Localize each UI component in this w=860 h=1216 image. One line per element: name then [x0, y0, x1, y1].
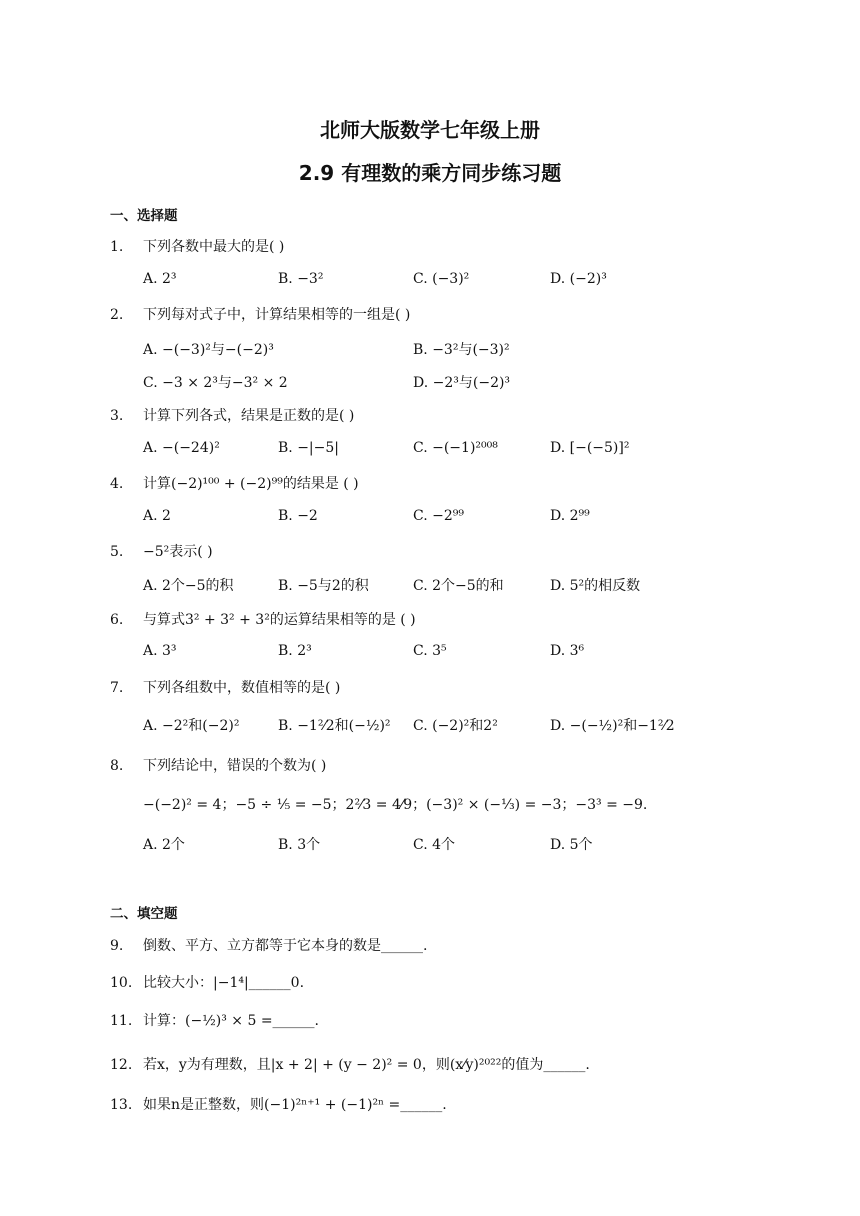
option-c: C. −(−1)²⁰⁰⁸ [413, 440, 498, 456]
question-8-statements: −(−2)² = 4；−5 ÷ ⅕ = −5；2²⁄3 = 4⁄9；(−3)² × (−⅓) = −3；−3³ = −9. [143, 797, 648, 813]
question-number: 7. [110, 680, 124, 696]
question-text: 下列各数中最大的是( ) [143, 239, 285, 255]
question-number: 6. [110, 612, 124, 628]
option-a: A. 2个−5的积 [143, 578, 234, 594]
question-number: 13. [110, 1097, 133, 1113]
option-a: A. 2³ [143, 271, 177, 287]
section-heading-choice: 一、选择题 [110, 208, 178, 224]
question-number: 12. [110, 1057, 133, 1073]
option-b: B. −|−5| [278, 440, 339, 456]
option-c: C. (−2)²和2² [413, 718, 498, 734]
document-title: 北师大版数学七年级上册 [320, 118, 540, 142]
question-9 [110, 935, 427, 955]
option-d: D. 5个 [550, 837, 593, 853]
option-c: C. −3 × 2³与−3² × 2 [143, 375, 288, 391]
question-12 [110, 1054, 590, 1074]
option-d: D. −2³与(−2)³ [413, 375, 511, 391]
option-b: B. −1²⁄2和(−½)² [278, 718, 391, 734]
option-a: A. 3³ [143, 643, 177, 659]
question-number: 9. [110, 938, 124, 954]
question-text: 下列结论中，错误的个数为( ) [143, 758, 327, 774]
question-text: 若x，y为有理数，且|x + 2| + (y − 2)² = 0，则(x⁄y)²⁰²²的值为______. [143, 1057, 590, 1073]
question-6 [110, 609, 416, 629]
option-b: B. −3²与(−3)² [413, 342, 510, 358]
question-text: 计算下列各式，结果是正数的是( ) [143, 408, 355, 424]
option-d: D. 3⁶ [550, 643, 585, 659]
question-text: 如果n是正整数，则(−1)²ⁿ⁺¹ + (−1)²ⁿ =______. [143, 1097, 447, 1113]
option-d: D. −(−½)²和−1²⁄2 [550, 718, 675, 734]
question-number: 10. [110, 975, 133, 991]
question-text: 倒数、平方、立方都等于它本身的数是______. [143, 938, 428, 954]
question-7 [110, 677, 340, 697]
option-a: A. 2个 [143, 837, 185, 853]
option-c: C. 4个 [413, 837, 456, 853]
question-number: 4. [110, 476, 124, 492]
option-a: A. −2²和(−2)² [143, 718, 240, 734]
option-a: A. −(−24)² [143, 440, 220, 456]
question-5 [110, 541, 213, 561]
question-number: 11. [110, 1013, 133, 1029]
option-b: B. 3个 [278, 837, 321, 853]
question-2 [110, 304, 410, 324]
option-b: B. 2³ [278, 643, 312, 659]
option-b: B. −5与2的积 [278, 578, 369, 594]
question-4 [110, 473, 359, 493]
question-text: 与算式3² + 3² + 3²的运算结果相等的是 ( ) [143, 612, 416, 628]
question-1 [110, 236, 284, 256]
question-11 [110, 1010, 319, 1030]
question-3 [110, 405, 354, 425]
option-d: D. 5²的相反数 [550, 578, 641, 594]
question-text: 比较大小：|−1⁴|______0. [143, 975, 305, 991]
question-text: 计算：(−½)³ × 5 =______. [143, 1013, 320, 1029]
question-number: 2. [110, 307, 124, 323]
option-a: A. 2 [143, 508, 171, 524]
question-number: 1. [110, 239, 124, 255]
question-10 [110, 972, 304, 992]
question-8 [110, 755, 326, 775]
question-number: 3. [110, 408, 124, 424]
question-text: 计算(−2)¹⁰⁰ + (−2)⁹⁹的结果是 ( ) [143, 476, 359, 492]
option-d: D. 2⁹⁹ [550, 508, 590, 524]
document-subtitle: 2.9 有理数的乘方同步练习题 [298, 161, 562, 185]
question-text: 下列每对式子中，计算结果相等的一组是( ) [143, 307, 411, 323]
option-c: C. 3⁵ [413, 643, 447, 659]
question-number: 8. [110, 758, 124, 774]
option-b: B. −3² [278, 271, 324, 287]
question-text: −5²表示( ) [143, 544, 213, 560]
option-c: C. 2个−5的和 [413, 578, 504, 594]
option-a: A. −(−3)²与−(−2)³ [143, 342, 274, 358]
option-c: C. (−3)² [413, 271, 470, 287]
option-b: B. −2 [278, 508, 318, 524]
question-number: 5. [110, 544, 124, 560]
question-13 [110, 1094, 447, 1114]
option-d: D. [−(−5)]² [550, 440, 630, 456]
option-c: C. −2⁹⁹ [413, 508, 464, 524]
section-heading-fill: 二、填空题 [110, 906, 178, 922]
option-d: D. (−2)³ [550, 271, 607, 287]
question-text: 下列各组数中，数值相等的是( ) [143, 680, 341, 696]
